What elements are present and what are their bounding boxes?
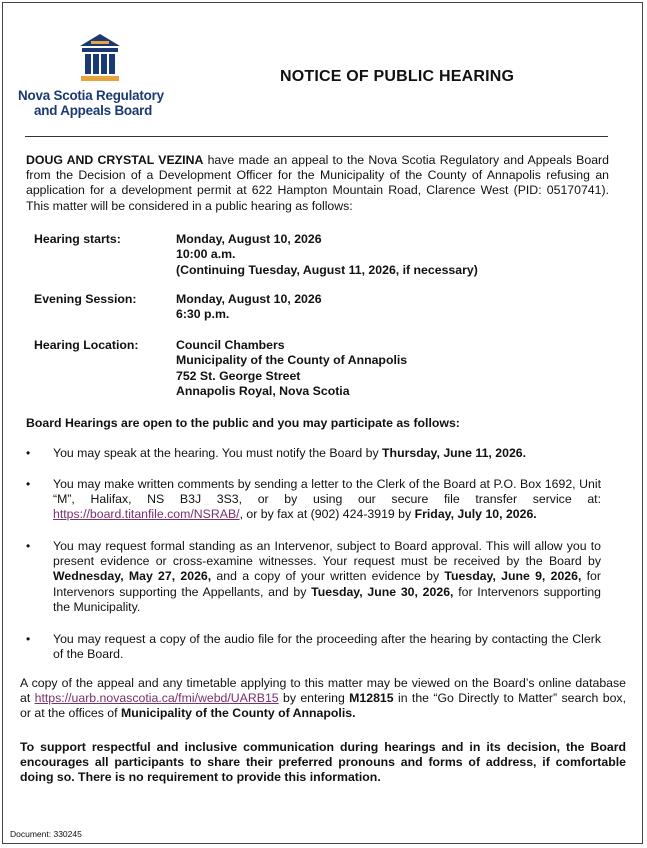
schedule-line: 752 St. George Street [176,368,301,383]
schedule-label: Hearing Location: [34,338,139,352]
copy-paragraph: A copy of the appeal and any timetable applying to this matter may be viewed on the Board’s online database at https://uarb.novascotia.ca/fmi/webd/UARB15 by entering M12815 in the “Go Directly to Matter” search box, or at the offices of Municipality of the County of Annapolis. [20,676,626,721]
list-item-text: You may request a copy of the audio file for the proceeding after the hearing by contacting the Clerk of the Board. [53,632,601,662]
schedule-line: 10:00 a.m. [176,247,236,262]
schedule-line: 6:30 p.m. [176,307,230,322]
list-item-text: You may make written comments by sending a letter to the Clerk of the Board at P.O. Box 1692, Unit “M”, Halifax, NS B3J 3S3, or by using our secure file transfer service at: https://board.titanfile.com/NSRAB/, or by fax at (902) 424-3919 by Friday, July 10, 2026. [53,477,601,522]
intro-text: have made an appeal to the Nova Scotia Regulatory and Appeals Board from the Decision of a Development Officer for the Municipality of the County of Annapolis refusing an application for a development permit at 622 Hampton Mountain Road, Clarence West (PID: 05170741). This matter will be considered in a public hearing as follows: [26,153,609,213]
bullet-icon: • [26,632,31,646]
list-item-text: You may request formal standing as an Intervenor, subject to Board approval. This will allow you to present evidence or cross-examine witnesses. Your request must be received by the Board by Wednesday, May 27, 2026, and a copy of your written evidence by Tuesday, June 9, 2026, for Intervenors supporting the Appellants, and by Tuesday, June 30, 2026, for Intervenors supporting the Municipality. [53,539,601,614]
uarb-database-link[interactable]: https://uarb.novascotia.ca/fmi/webd/UARB15 [34,691,279,706]
org-name-line2: and Appeals Board [34,103,153,118]
header-divider [25,136,608,137]
schedule-value [176,232,576,278]
schedule-line: Monday, August 10, 2026 [176,292,322,306]
schedule-line: Municipality of the County of Annapolis [176,353,408,368]
courthouse-icon [78,32,122,82]
schedule-line: (Continuing Tuesday, August 11, 2026, if necessary) [176,262,478,277]
board-logo [18,32,188,118]
titanfile-link[interactable]: https://board.titanfile.com/NSRAB/ [53,507,240,522]
bullet-icon: • [26,539,31,553]
schedule-line: Council Chambers [176,338,285,352]
schedule-line: Annapolis Royal, Nova Scotia [176,384,350,399]
schedule-line: Monday, August 10, 2026 [176,232,322,246]
bullet-icon: • [26,446,31,460]
list-item-text: You may speak at the hearing. You must notify the Board by Thursday, June 11, 2026. [53,446,527,460]
schedule-label: Hearing starts: [34,232,121,246]
intro-paragraph [26,153,609,214]
bullet-icon: • [26,477,31,491]
appellant-names: DOUG AND CRYSTAL VEZINA [26,153,204,167]
schedule-value [176,338,576,400]
schedule-value [176,292,576,323]
page-title: NOTICE OF PUBLIC HEARING [280,68,515,85]
org-name-line1: Nova Scotia Regulatory [18,88,164,103]
schedule-label: Evening Session: [34,292,137,306]
participation-heading: Board Hearings are open to the public and you may participate as follows: [26,416,460,430]
org-name [18,88,188,118]
support-paragraph: To support respectful and inclusive communication during hearings and in its decision, the Board encourages all participants to share their preferred pronouns and forms of address, if comfortable doing so. There is no requirement to provide this information. [20,740,626,785]
document-number: Document: 330245 [10,829,82,839]
